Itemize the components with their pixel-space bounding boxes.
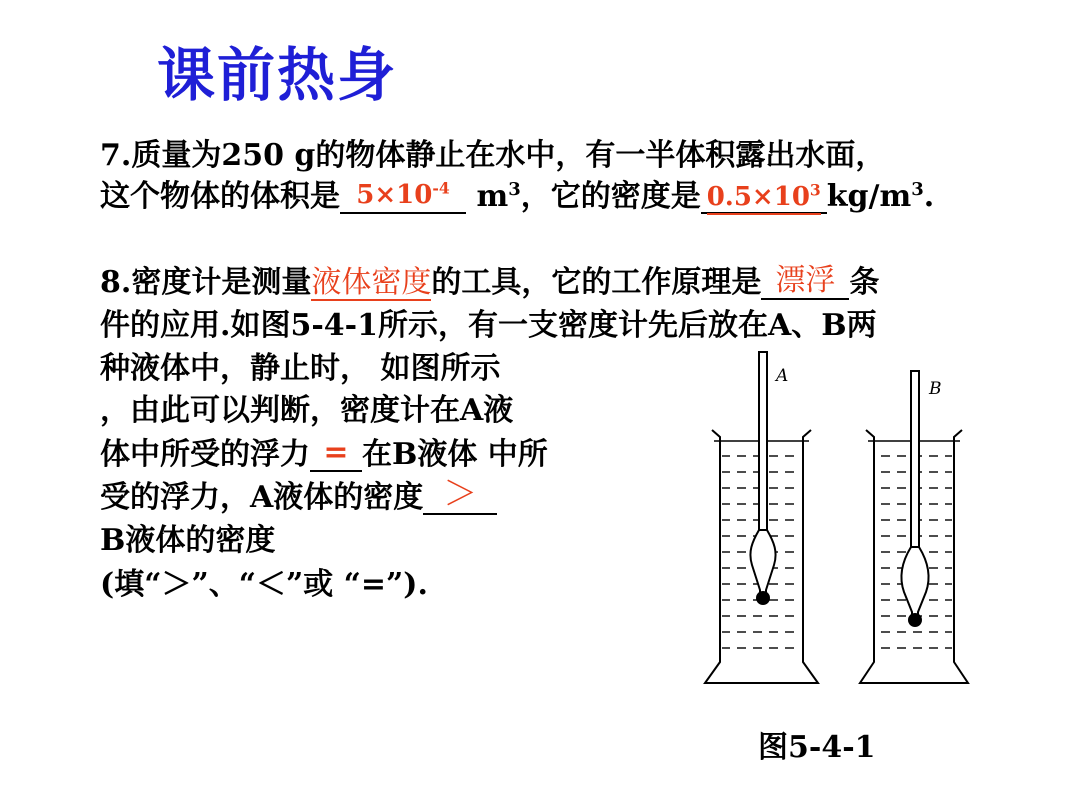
figure-caption: 图5-4-1 bbox=[758, 730, 876, 765]
page-title: 课前热身 bbox=[157, 41, 398, 109]
q7-line1: 7.质量为250 g的物体静止在水中，有一半体积露出水面， bbox=[100, 138, 886, 173]
q8-line6: 受的浮力，A液体的密度 ＞ bbox=[100, 478, 497, 518]
q8-answer-equal: = bbox=[323, 435, 349, 470]
q8-answer-float: 漂浮 bbox=[775, 263, 836, 298]
q8-line2: 件的应用.如图5-4-1所示，有一支密度计先后放在A、B两 bbox=[100, 308, 877, 343]
q8-line5: 体中所受的浮力 = 在B液体 中所 bbox=[100, 435, 548, 472]
q8-line1: 8.密度计是测量液体密度的工具，它的工作原理是 漂浮 条 bbox=[100, 263, 880, 300]
label-a: A bbox=[776, 366, 789, 386]
q8-line7: B液体的密度 bbox=[100, 523, 276, 558]
q7-density-answer: $0.5\times 10^3$ bbox=[701, 181, 827, 215]
q8-line3: 种液体中，静止时， 如图所示 bbox=[100, 351, 501, 386]
q7-volume-answer: $5\times 10^{-4}$ bbox=[356, 178, 450, 210]
q8-line4: ，由此可以判断，密度计在A液 bbox=[100, 393, 514, 428]
q8-answer-liquid-density: 液体密度 bbox=[311, 265, 432, 300]
label-b: B bbox=[929, 379, 942, 399]
q8-answer-greater: ＞ bbox=[443, 474, 478, 514]
q7-line2: 这个物体的体积是 $5\times 10^{-4}$ $m^3$，它的密度是 $0.5\times 10^3$ $kg/m^3$. bbox=[100, 178, 935, 214]
q8-line8: (填“＞”、“＜”或 “=”). bbox=[100, 567, 428, 602]
